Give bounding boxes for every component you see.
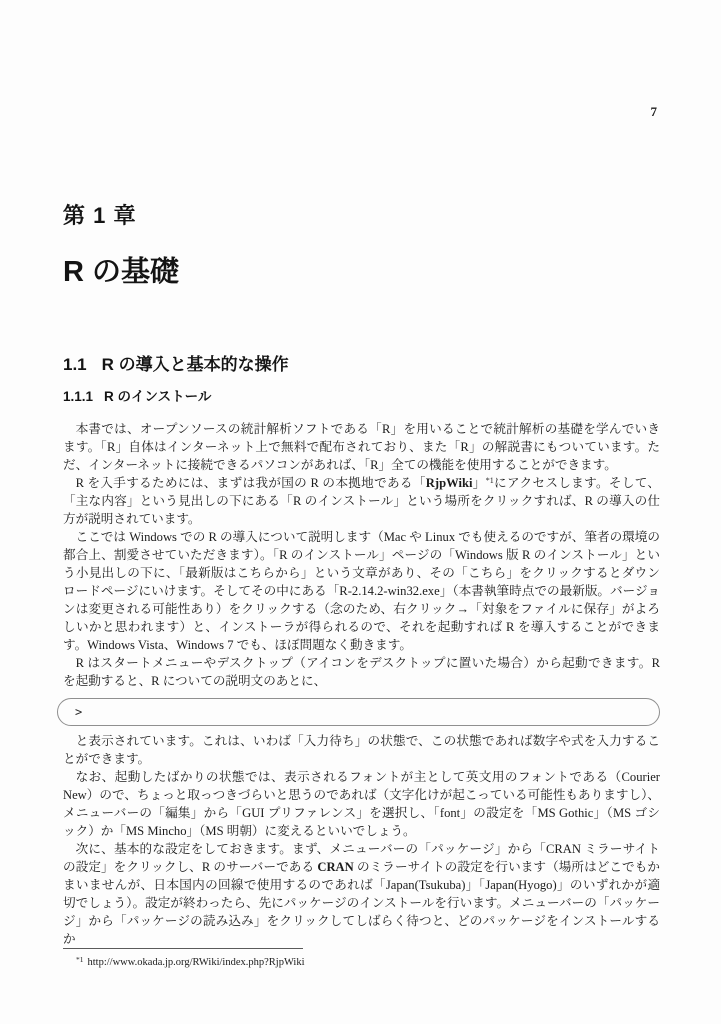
section-number: 1.1	[63, 355, 87, 374]
page-content	[63, 0, 660, 948]
text-run: のミラーサイトの設定を行います（場所はどこでもかまいませんが、日本国内の回線で使用するのであれば「Japan(Tsukuba)」「Japan(Hyogo)」のいずれかが適切でしょう）。設定が終わったら、先にパッケージのインストールを行います。メニューバーの「パッケージ」から「パッケージの読み込み」をクリックしてしばらく待つと、どのパッケージをインストールするか	[63, 860, 660, 946]
text-run: にアクセスします。そして、「主な内容」という見出しの下にある「R のインストール」という場所をクリックすれば、R の導入の仕方が説明されています。	[63, 476, 661, 526]
text-run: 」	[472, 476, 486, 490]
footnote	[63, 948, 660, 970]
footnote-marker: *1	[76, 955, 84, 964]
footnote-rule	[63, 948, 303, 949]
paragraph	[63, 840, 660, 948]
console-prompt-box	[57, 698, 660, 726]
page-number: 7	[650, 104, 657, 119]
text-run: と表示されています。これは、いわば「入力待ち」の状態で、この状態であれば数字や式を入力することができます。	[63, 734, 660, 766]
footnote-reference: *1	[485, 476, 494, 485]
text-run: ここでは Windows での R の導入について説明します（Mac や Linux でも使えるのですが、筆者の環境の都合上、割愛させていただきます）。「R のインストール」ページの「Windows 版 R のインストール」という小見出しの下に、「最新版はこちらから」という文章があり、その「こちら」をクリックするとダウンロードページにいけます。そしてその中にある「R-2.14.2-win32.exe」（本書執筆時点での最新版。バージョンは変更される可能性あり）をクリックする（念のため、右クリック→「対象をファイルに保存」がよろしいかと思われます）と、インストーラが得られるので、それを起動すれば R を導入することができます。Windows Vista、Windows 7 でも、ほぼ問題なく動きます。	[63, 530, 660, 652]
text-run: RjpWiki	[425, 476, 473, 490]
paragraph	[63, 768, 660, 840]
body-text	[63, 420, 660, 948]
console-prompt: >	[75, 705, 83, 719]
paragraph	[63, 528, 660, 654]
text-run: 次に、基本的な設定をしておきます。まず、メニューバーの「パッケージ」から「CRAN ミラーサイトの設定」をクリックし、R のサーバーである	[63, 842, 660, 874]
paragraph	[63, 420, 660, 474]
footnote-text	[63, 955, 660, 970]
subsection-title: R のインストール	[104, 389, 212, 404]
subsection-number: 1.1.1	[63, 389, 94, 404]
section-heading	[63, 353, 660, 377]
text-run: なお、起動したばかりの状態では、表示されるフォントが主として英文用のフォントである（Courier New）ので、ちょっと取っつきづらいと思うのであれば（文字化けが起こっている可能性もありますし）、メニューバーの「編集」から「GUI プリファレンス」を選択し、「font」の設定を「MS Gothic」（MS ゴシック）か「MS Mincho」（MS 明朝）に変えるといいでしょう。	[63, 770, 660, 838]
text-run: R を入手するためには、まずは我が国の R の本拠地である「	[75, 476, 426, 490]
section-title: R の導入と基本的な操作	[101, 355, 289, 374]
footnote-url: http://www.okada.jp.org/RWiki/index.php?RjpWiki	[87, 957, 305, 968]
text-run: 本書では、オープンソースの統計解析ソフトである「R」を用いることで統計解析の基礎を学んでいきます。「R」自体はインターネット上で無料で配布されており、また「R」の解説書にもついています。ただ、インターネットに接続できるパソコンがあれば、「R」全ての機能を使用することができます。	[63, 422, 660, 472]
chapter-label: 第 1 章	[63, 203, 137, 228]
subsection-heading	[63, 387, 660, 407]
text-run: R はスタートメニューやデスクトップ（アイコンをデスクトップに置いた場合）から起動できます。R を起動すると、R についての説明文のあとに、	[63, 656, 660, 688]
paragraph	[63, 474, 660, 528]
paragraph	[63, 732, 660, 768]
text-run: CRAN	[317, 860, 354, 874]
chapter-title: R の基礎	[63, 256, 180, 288]
paragraph	[63, 654, 660, 690]
